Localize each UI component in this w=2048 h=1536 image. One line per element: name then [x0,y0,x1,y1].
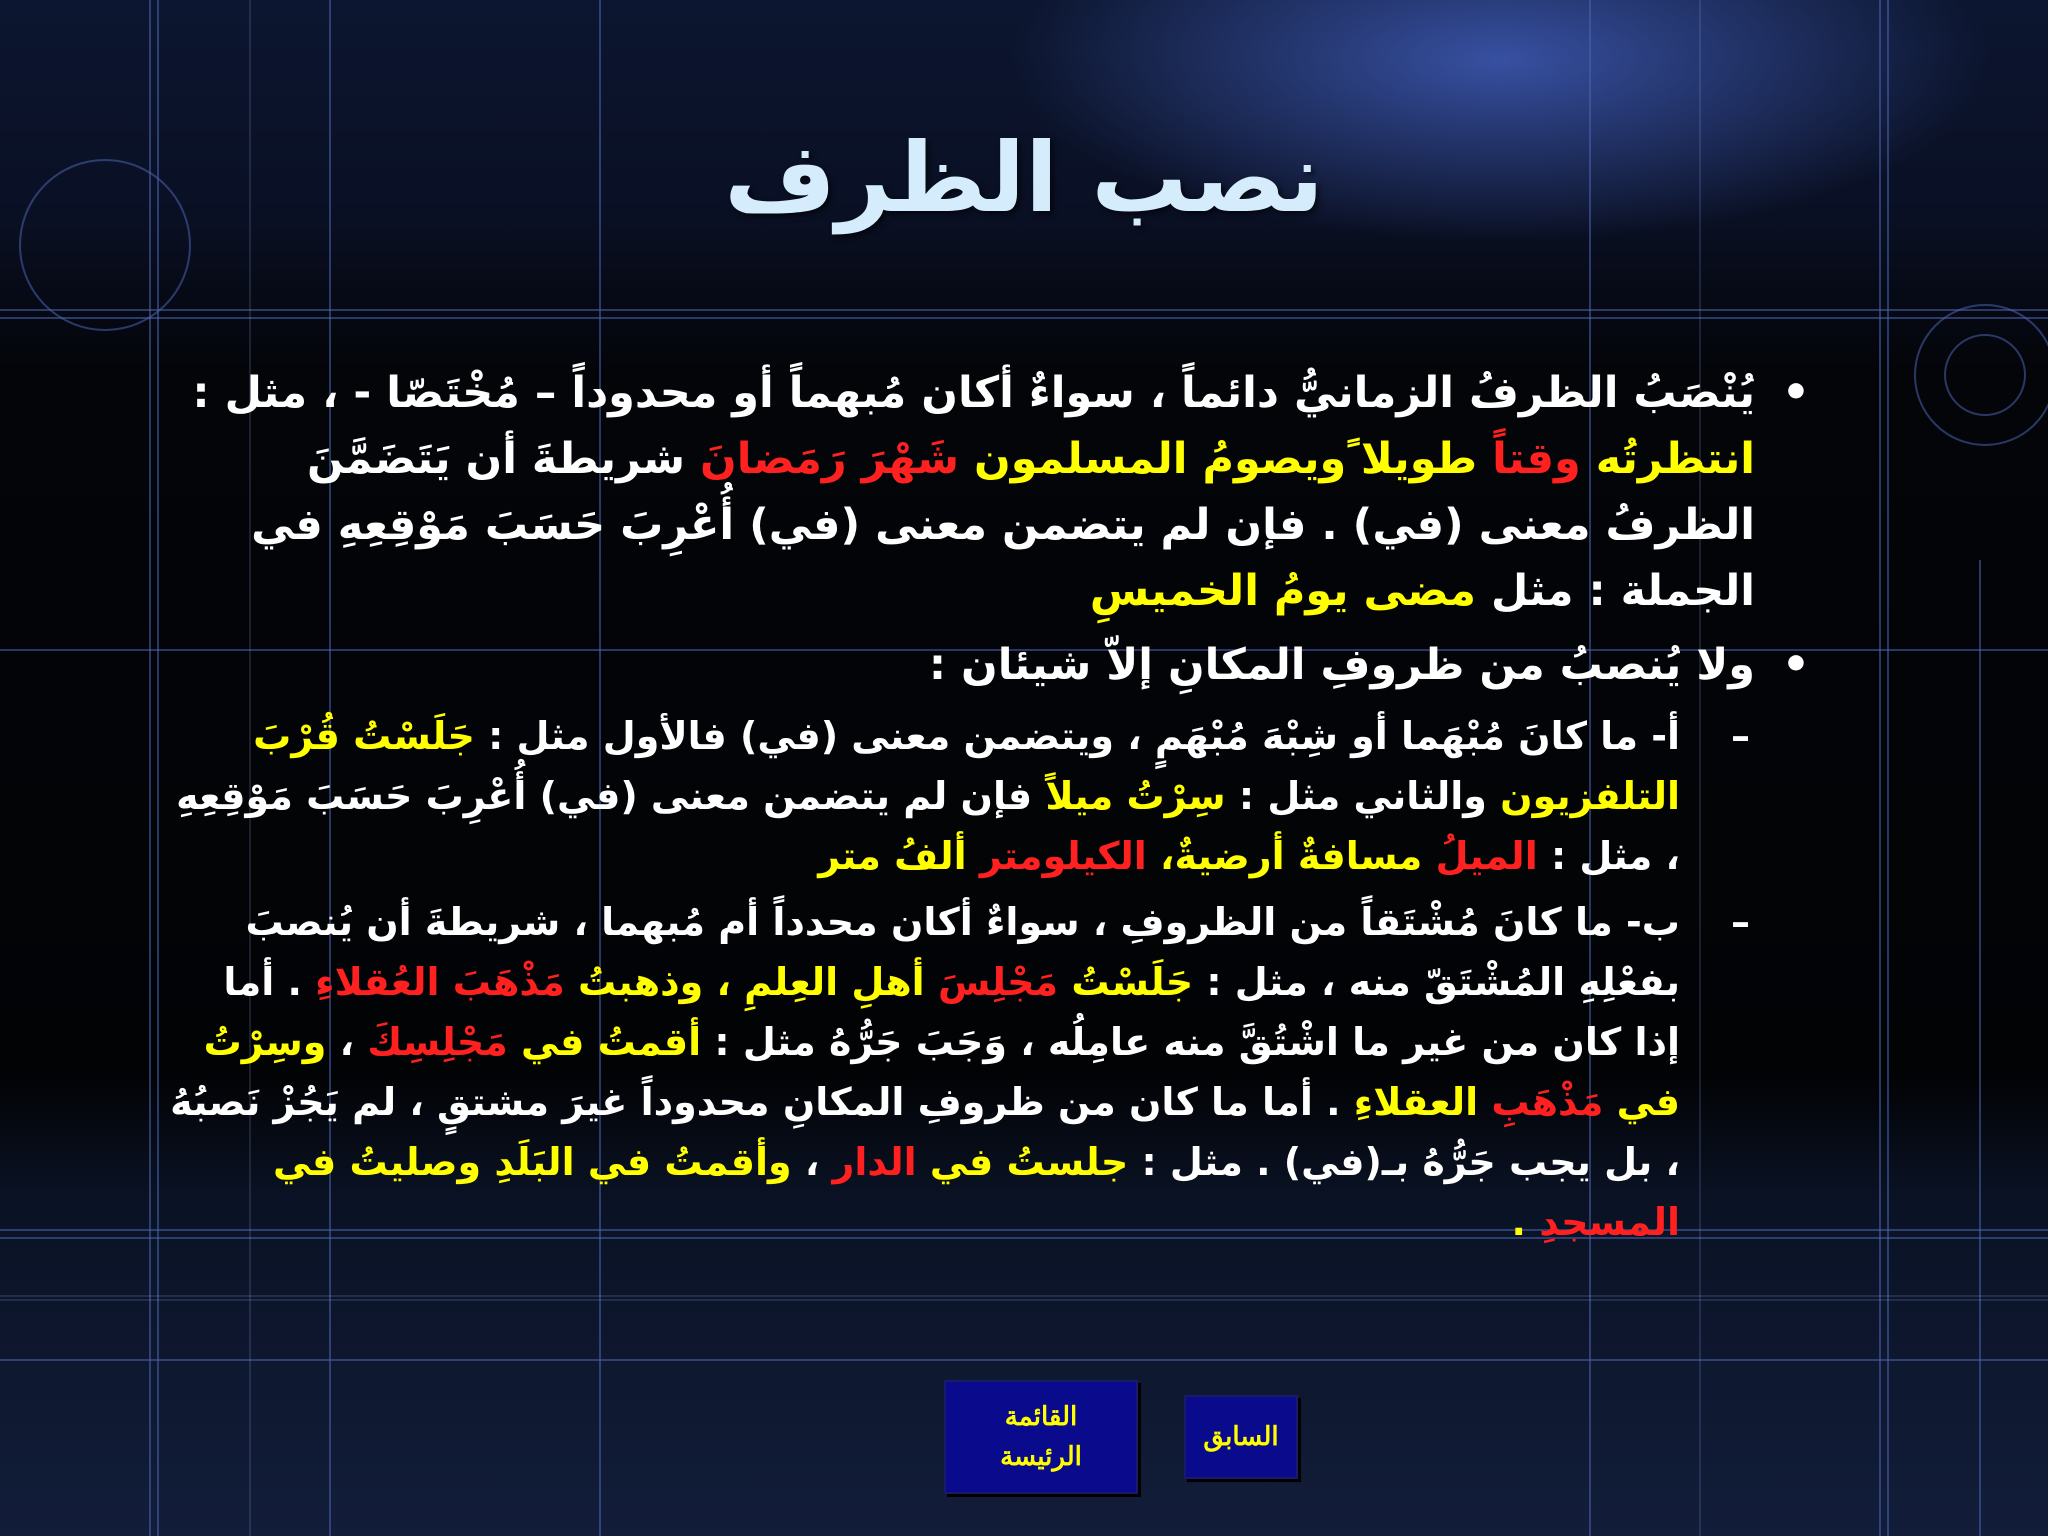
text-segment: والثاني مثل : [1225,774,1501,818]
bullet-text [192,368,1755,616]
text-segment: . أما إذا كان من غير ما اشْتُقَّ منه عامِلُه ، وَجَبَ جَرُّهُ مثل : [223,960,1680,1064]
sub-bullet-mark: – [1731,900,1750,944]
text-segment-yellow: وأقمتُ في البَلَدِ وصليتُ في [272,1140,792,1184]
text-segment-yellow: مضى يومُ الخميسِ [1089,566,1476,616]
text-segment-yellow: وسِرْتُ في [203,1020,1680,1124]
text-segment-red: مَذْهَبِ [1491,1080,1604,1124]
text-segment-red: مَذْهَبَ العُقلاءِ [315,960,565,1004]
text-segment-yellow: أقمتُ في [507,1020,702,1064]
text-segment-red: مَجْلِسَ [937,960,1059,1004]
text-segment-red: شَهْرَ رَمَضانَ [700,434,960,484]
bullet-mark: • [1781,639,1810,690]
text-segment: ، [791,1140,833,1184]
main-menu-label-line2: الرئيسة [1000,1442,1082,1472]
text-segment-yellow: جَلَسْتُ [1058,960,1194,1004]
text-segment-yellow: مسافةٌ أرضيةٌ، [1146,834,1436,878]
text-segment-yellow: طويلا ًويصومُ المسلمون [959,434,1478,484]
bullet-text: ولا يُنصبُ من ظروفِ المكانِ إلاّ شيئان : [928,640,1755,690]
text-segment: ب- ما كانَ مُشْتَقاً من الظروفِ ، سواءٌ أكان محدداً أم مُبهما ، شريطةَ أن يُنصبَ بفعْلِهِ المُشْتَقّ منه ، مثل : [245,900,1680,1004]
text-segment-red: الميلُ [1435,834,1538,878]
sub-item-text [176,714,1680,878]
text-segment: أ- ما كانَ مُبْهَما أو شِبْهَ مُبْهَمٍ ، ويتضمن معنى (في) فالأول مثل : [474,714,1680,758]
main-menu-label [1000,1397,1082,1477]
slide-title: نصب الظرف [724,122,1324,234]
sub-bullet-mark: – [1731,714,1750,758]
text-segment-red: الدار [832,1140,917,1184]
text-segment: فإن لم يتضمن معنى (في) أُعْرِبَ حَسَبَ مَوْقِعِهِ ، مثل : [176,774,1680,878]
text-segment-yellow: أهلِ العِلمِ ، وذهبتُ [564,960,938,1004]
text-segment-red: مَجْلِسِكَ [367,1020,508,1064]
text-segment: يُنْصَبُ الظرفُ الزمانيُّ دائماً ، سواءٌ أكان مُبهماً أو محدوداً – مُخْتَصّا - ، مثل : [192,368,1755,418]
slide-content [170,360,1810,1258]
previous-button[interactable] [1184,1395,1298,1479]
main-menu-label-line1: القائمة [1004,1402,1078,1432]
bullet-item [170,360,1810,624]
text-segment-yellow: سِرْتُ ميلاً [1045,774,1226,818]
text-segment: ، [326,1020,368,1064]
text-segment-yellow: جلستُ في [916,1140,1129,1184]
sub-item [170,892,1750,1252]
text-segment-yellow: . [1511,1200,1540,1244]
text-segment-red: وقتاً [1477,434,1581,484]
text-segment: شريطةَ أن يَتَضَمَّنَ الظرفُ معنى (في) . فإن لم يتضمن معنى (في) أُعْرِبَ حَسَبَ مَوْقِعِهِ في الجملة : مثل [251,434,1755,616]
text-segment-yellow: جَلَسْتُ قُرْبَ التلفزيون [253,714,1680,818]
text-segment-yellow: ألفُ متر [818,834,980,878]
text-segment-yellow: انتظرتُه [1580,434,1755,484]
text-segment-red: المسجدِ [1539,1200,1680,1244]
text-segment-yellow: العقلاءِ [1353,1080,1492,1124]
text-segment: . أما ما كان من ظروفِ المكانِ محدوداً غيرَ مشتقٍ ، لم يَجُزْ نَصبُهُ ، بل يجب جَرُّهُ بـ(في) . مثل : [170,1080,1680,1184]
main-menu-button[interactable] [944,1380,1138,1494]
text-segment-red: الكيلومتر [979,834,1147,878]
bullet-mark: • [1781,367,1810,418]
sub-item-text [170,900,1680,1244]
sub-item [170,706,1750,886]
bullet-item [170,632,1810,698]
previous-label: السابق [1203,1422,1279,1452]
